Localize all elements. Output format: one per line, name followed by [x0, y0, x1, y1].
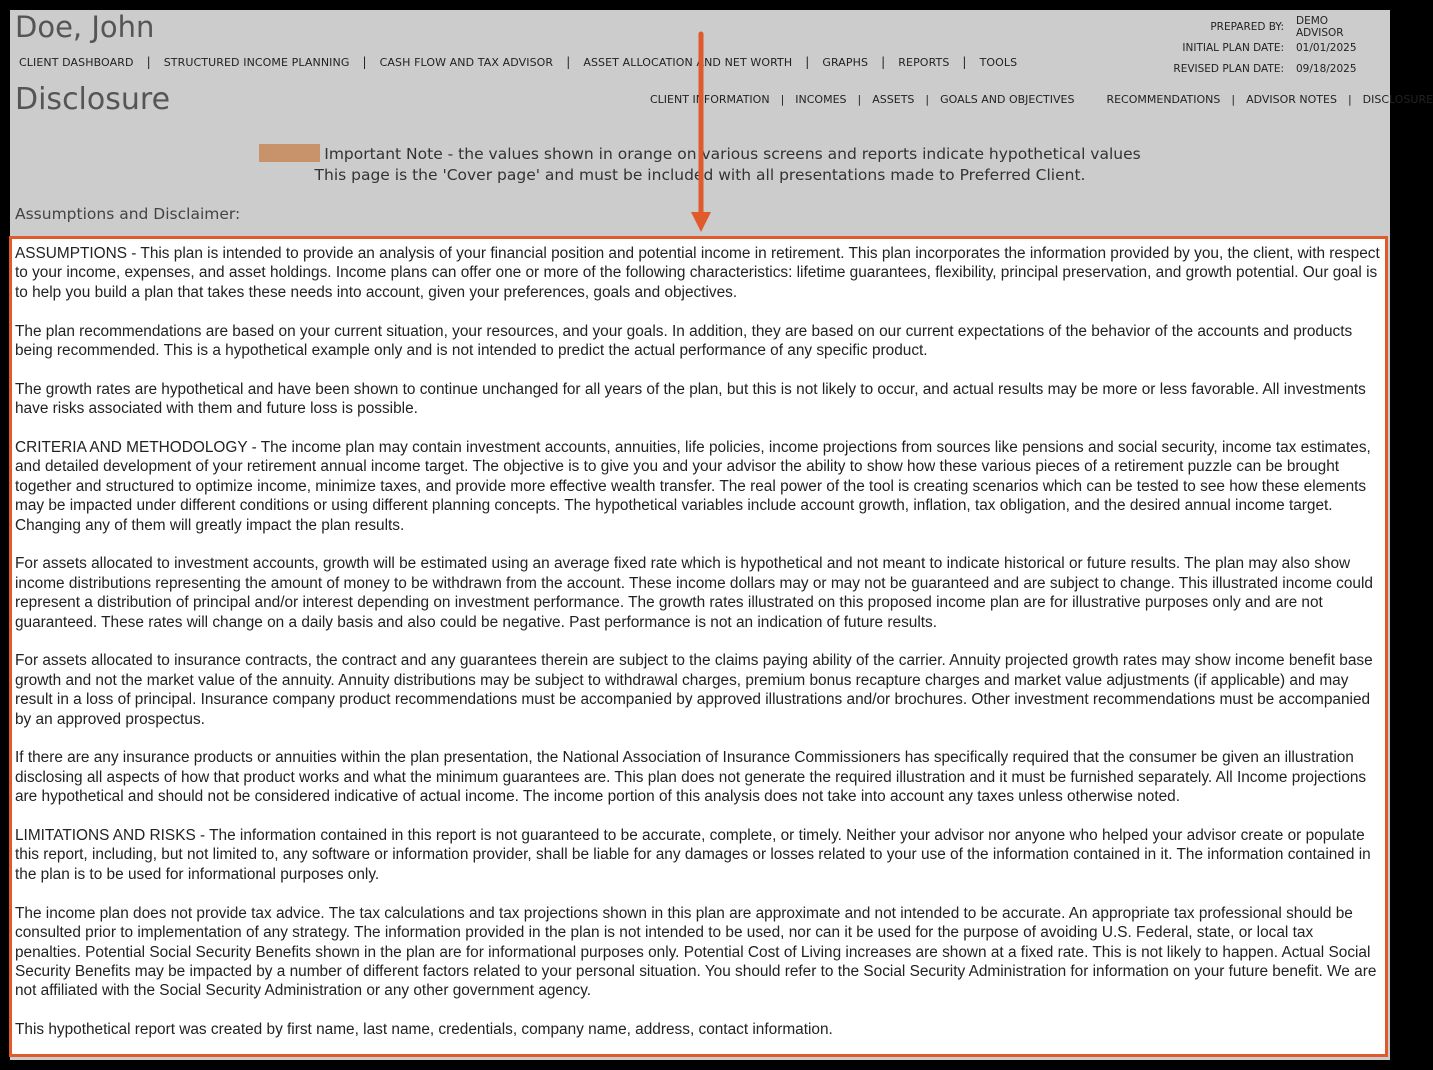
disclaimer-paragraph: The growth rates are hypothetical and have been shown to continue unchanged for all years of the plan, but this is not likely to occur, and actual results may be more or less favorable. All investments have risks associated with them and future loss is possible. [15, 380, 1366, 418]
disclaimer-paragraph: CRITERIA AND METHODOLOGY - The income plan may contain investment accounts, annuities, life policies, income projections from sources like pensions and social security, income tax estimates, and detailed development of your retirement annual income target. The objective is to give you and your advisor the ability to show how these various pieces of a retirement puzzle can be brought together and structured to optimize income, minimize taxes, and provide more effective wealth transfer. The real power of the tool is creating scenarios which can be tested to see how these elements may be impacted under different conditions or using different planning concepts. The hypothetical variables include account growth, inflation, tax obligation, and the desired annual income target. Changing any of them will greatly impact the plan results. [15, 439, 1371, 534]
revised-plan-date-value: 09/18/2025 [1296, 62, 1357, 75]
initial-plan-date-value: 01/01/2025 [1296, 41, 1357, 54]
nav-tools[interactable]: TOOLS [979, 55, 1018, 69]
prepared-by-row [1173, 16, 1374, 37]
app-window [10, 10, 1433, 1060]
sub-nav [650, 93, 1433, 106]
initial-plan-date-row [1173, 37, 1374, 58]
nav-separator: | [857, 93, 862, 106]
disclaimer-paragraph: If there are any insurance products or annuities within the plan presentation, the National Association of Insurance Commissioners has specifically required that the consumer be given an illustration disclosing all aspects of how that product works and what the minimum guarantees are. This plan does not generate the required illustration and it must be furnished separately. All Income projections are hypothetical and should not be considered indicative of actual income. The income portion of this analysis does not take into account any taxes unless otherwise noted. [15, 749, 1367, 806]
nav-separator: | [566, 55, 571, 69]
tab-recommendations[interactable]: RECOMMENDATIONS [1106, 93, 1221, 106]
nav-separator: | [1231, 93, 1236, 106]
revised-plan-date-label: REVISED PLAN DATE: [1173, 62, 1284, 75]
disclaimer-paragraph: For assets allocated to investment accounts, growth will be estimated using an average fixed rate which is hypothetical and not meant to indicate historical or future results. The plan may also show income distributions representing the amount of money to be withdrawn from the account. These income dollars may or may not be guaranteed and are subject to change. This illustrated income could represent a distribution of principal and/or interest depending on investment performance. The growth rates illustrated on this proposed income plan are for illustrative purposes only and are not guaranteed. These rates will change on a daily basis and also could be negative. Past performance is not an indication of future results. [15, 555, 1373, 631]
assumptions-label: Assumptions and Disclaimer: [15, 205, 241, 223]
prepared-by-label: PREPARED BY: [1210, 20, 1284, 33]
nav-separator: | [925, 93, 930, 106]
tab-client-information[interactable]: CLIENT INFORMATION [650, 93, 770, 106]
disclaimer-textarea[interactable] [9, 236, 1388, 1057]
nav-separator: | [146, 55, 151, 69]
tab-goals-objectives[interactable]: GOALS AND OBJECTIVES [940, 93, 1075, 106]
nav-reports[interactable]: REPORTS [898, 55, 950, 69]
note-line-1-text: Important Note - the values shown in orange on various screens and reports indicate hypothetical values [324, 145, 1141, 163]
disclaimer-paragraph: LIMITATIONS AND RISKS - The information contained in this report is not guaranteed to be accurate, complete, or timely. Neither your advisor nor anyone who helped your advisor create or populate this report, including, but not limited to, any software or information provider, shall be liable for any damages or losses related to your use of the information contained in it. The information contained in the plan is to be used for informational purposes only. [15, 827, 1371, 883]
disclaimer-text [12, 239, 1385, 1040]
nav-separator: | [962, 55, 967, 69]
disclaimer-paragraph: The plan recommendations are based on your current situation, your resources, and your goals. In addition, they are based on our current expectations of the behavior of the accounts and products being recommended. This is a hypothetical example only and is not intended to predict the actual performance of any specific product. [15, 322, 1353, 360]
plan-meta [1173, 16, 1374, 79]
nav-structured-income-planning[interactable]: STRUCTURED INCOME PLANNING [163, 55, 350, 69]
nav-cash-flow-tax-advisor[interactable]: CASH FLOW AND TAX ADVISOR [379, 55, 554, 69]
nav-separator: | [1347, 93, 1352, 106]
important-note [10, 144, 1390, 186]
tab-advisor-notes[interactable]: ADVISOR NOTES [1246, 93, 1337, 106]
nav-separator: | [805, 55, 810, 69]
note-line-1 [10, 144, 1390, 165]
nav-separator: | [881, 55, 886, 69]
disclaimer-paragraph: The income plan does not provide tax advice. The tax calculations and tax projections shown in this plan are approximate and not intended to be accurate. An appropriate tax professional should be consulted prior to implementation of any strategy. The information provided in the plan is not intended to be used, nor can it be used for the purpose of avoiding U.S. Federal, state, or local tax penalties. Potential Social Security Benefits shown in the plan are for informational purposes only. Potential Cost of Living increases are shown at a fixed rate. This is not likely to happen. Actual Social Security Benefits may be impacted by a number of different factors related to your personal situation. You should refer to the Social Security Administration for information on your future benefit. We are not affiliated with the Social Security Administration or any other government agency. [15, 904, 1377, 1000]
tab-disclosure[interactable]: DISCLOSURE [1362, 93, 1433, 106]
hypothetical-color-swatch [259, 144, 320, 162]
disclaimer-paragraph: For assets allocated to insurance contracts, the contract and any guarantees therein are subject to the claims paying ability of the carrier. Annuity projected growth rates may show income benefit base growth and not the market value of the annuity. Annuity distributions may be subject to withdrawal charges, premium bonus recapture charges and market value adjustments (if applicable) and may result in a loss of principal. Insurance company product recommendations must be accompanied by approved illustrations and/or brochures. Other investment recommendations must be accompanied by an approved prospectus. [15, 652, 1373, 728]
tab-incomes[interactable]: INCOMES [795, 93, 847, 106]
revised-plan-date-row [1173, 58, 1374, 79]
initial-plan-date-label: INITIAL PLAN DATE: [1182, 41, 1284, 54]
disclaimer-paragraph: This hypothetical report was created by first name, last name, credentials, company name, address, contact information. [15, 1021, 833, 1039]
page-title: Disclosure [15, 82, 171, 117]
main-nav [19, 55, 1017, 69]
nav-client-dashboard[interactable]: CLIENT DASHBOARD [19, 55, 134, 69]
disclaimer-paragraph: ASSUMPTIONS - This plan is intended to provide an analysis of your financial position and potential income in retirement. This plan incorporates the information provided by you, the client, with respect to your income, expenses, and asset holdings. Income plans can offer one or more of the following characteristics: lifetime guarantees, flexibility, principal preservation, and growth potential. Our goal is to help you build a plan that takes these needs into account, given your preferences, goals and objectives. [15, 245, 1380, 301]
tab-assets[interactable]: ASSETS [872, 93, 915, 106]
nav-separator: | [780, 93, 785, 106]
note-line-2: This page is the 'Cover page' and must be included with all presentations made to Preferred Client. [314, 166, 1086, 184]
nav-asset-allocation-net-worth[interactable]: ASSET ALLOCATION AND NET WORTH [583, 55, 793, 69]
nav-graphs[interactable]: GRAPHS [822, 55, 869, 69]
client-name: Doe, John [15, 10, 155, 44]
prepared-by-value: DEMO ADVISOR [1296, 14, 1344, 39]
nav-separator: | [362, 55, 367, 69]
